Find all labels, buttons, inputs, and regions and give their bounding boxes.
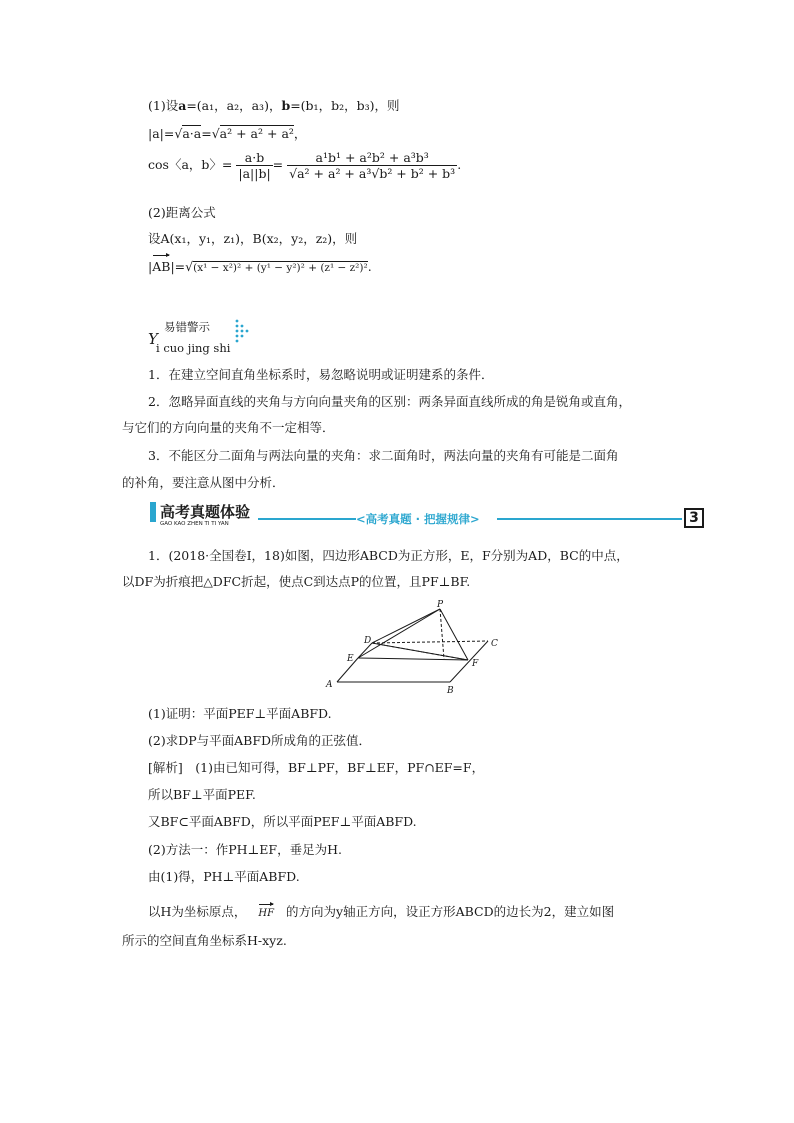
vector-a-value: =(a₁，a₂，a₃)， [186, 98, 282, 113]
problem-line-2: 以DF为折痕把△DFC折起，使点C到达点P的位置，且PF⊥BF. [122, 574, 471, 589]
cos-den-a: a² + a² + a³ [297, 166, 372, 181]
label-a: A [326, 680, 333, 690]
warning-item-2b: 与它们的方向向量的夹角不一定相等． [122, 420, 335, 435]
warning-item-3b: 的补角，要注意从图中分析． [122, 475, 285, 490]
banner-accent-bar [150, 502, 156, 522]
edge-ph-dashed [440, 609, 444, 659]
edge-pe [358, 609, 440, 658]
solution-line-5: 由(1)得，PH⊥平面ABFD. [148, 869, 300, 884]
banner-line-right [497, 518, 682, 520]
modulus-equals: =√ [201, 126, 220, 141]
problem-part-2: (2)求DP与平面ABFD所成角的正弦值． [148, 733, 372, 748]
warning-pinyin-initial: Y [148, 330, 158, 348]
edge-pf [440, 609, 468, 660]
label-b: B [447, 686, 454, 696]
geometry-figure [320, 596, 510, 696]
cos-end: . [457, 157, 462, 172]
label-c: C [491, 639, 498, 649]
solution-line-6a: 以H为坐标原点， [148, 904, 247, 919]
warning-item-2a: 2．忽略异面直线的夹角与方向向量夹角的区别：两条异面直线所成的角是锐角或直角， [148, 394, 631, 409]
cos-fraction [236, 150, 272, 181]
modulus-left: |a|=√ [148, 126, 183, 141]
warning-pinyin: i cuo jing shi [156, 341, 231, 355]
distance-points: 设A(x₁，y₁，z₁)，B(x₂，y₂，z₂)，则 [148, 231, 358, 246]
cos-fraction-numerator: a·b [236, 150, 272, 166]
distance-title: (2)距离公式 [148, 205, 216, 220]
cos-fraction-denominator: |a||b| [238, 166, 271, 181]
solution-line-3: 又BF⊂平面ABFD，所以平面PEF⊥平面ABFD. [148, 814, 417, 829]
vector-a-symbol: a [178, 98, 187, 113]
edge-pd [372, 609, 440, 643]
problem-part-1: (1)证明：平面PEF⊥平面ABFD. [148, 706, 332, 721]
solution-line-2: 所以BF⊥平面PEF. [148, 787, 256, 802]
edge-bc [450, 641, 488, 682]
cos-label: cos〈a，b〉= [148, 157, 233, 172]
cos-equals: = [272, 157, 284, 172]
modulus-end: ， [293, 126, 307, 141]
edge-ef [358, 658, 468, 660]
problem-line-1: 1．(2018·全国卷Ⅰ，18)如图，四边形ABCD为正方形，E，F分别为AD，BC的中点， [148, 548, 629, 563]
solution-line-1: [解析] (1)由已知可得，BF⊥PF，BF⊥EF，PF∩EF=F， [148, 760, 485, 775]
vector-b-value: =(b₁，b₂，b₃)，则 [290, 98, 400, 113]
solution-line-7: 所示的空间直角坐标系H-xyz. [122, 933, 287, 948]
label-e: E [347, 654, 354, 664]
banner-center-label: <高考真题 · 把握规律> [356, 512, 480, 526]
cos-big-numerator: a¹b¹ + a²b² + a³b³ [287, 150, 457, 166]
cos-big-fraction [287, 150, 457, 181]
vector-hf: HF [258, 908, 275, 919]
vector-b-symbol: b [281, 98, 291, 113]
banner-title: 高考真题体验 [160, 503, 251, 521]
solution-line-6 [148, 902, 614, 920]
solution-line-6b: 的方向为y轴正方向，设正方形ABCD的边长为2，建立如图 [286, 904, 615, 919]
vector-definition-head: (1)设 [148, 98, 179, 113]
solution-line-4: (2)方法一：作PH⊥EF，垂足为H. [148, 842, 342, 857]
modulus-formula [148, 124, 306, 142]
label-d: D [364, 636, 372, 646]
cosine-formula [148, 150, 461, 181]
cos-den-b: b² + b² + b³ [379, 166, 456, 181]
vector-definition-line [148, 96, 399, 114]
edge-dc-dashed [372, 641, 488, 643]
distance-radicand: (x¹ − x²)² + (y¹ − y²)² + (z¹ − z²)² [193, 262, 368, 274]
banner-pinyin: GAO KAO ZHEN TI TI YAN [160, 521, 229, 527]
distance-formula: |AB|=√(x¹ − x²)² + (y¹ − y²)² + (z¹ − z²)². [148, 259, 372, 274]
label-f: F [472, 659, 479, 669]
dotted-arrow-icon [234, 318, 254, 346]
modulus-radicand: a² + a² + a² [219, 126, 294, 141]
warning-item-3a: 3．不能区分二面角与两法向量的夹角：求二面角时，两法向量的夹角有可能是二面角 [148, 448, 619, 463]
warning-item-1: 1．在建立空间直角坐标系时，易忽略说明或证明建系的条件． [148, 367, 494, 382]
banner-line-left [258, 518, 356, 520]
warning-title: 易错警示 [164, 320, 210, 334]
label-p: P [437, 600, 444, 610]
modulus-radicand-dot: a·a [182, 126, 202, 141]
vector-ab: AB [152, 259, 171, 274]
cos-big-denominator: √a² + a² + a³√b² + b² + b³ [289, 166, 456, 181]
section-number-badge: 3 [684, 508, 704, 528]
